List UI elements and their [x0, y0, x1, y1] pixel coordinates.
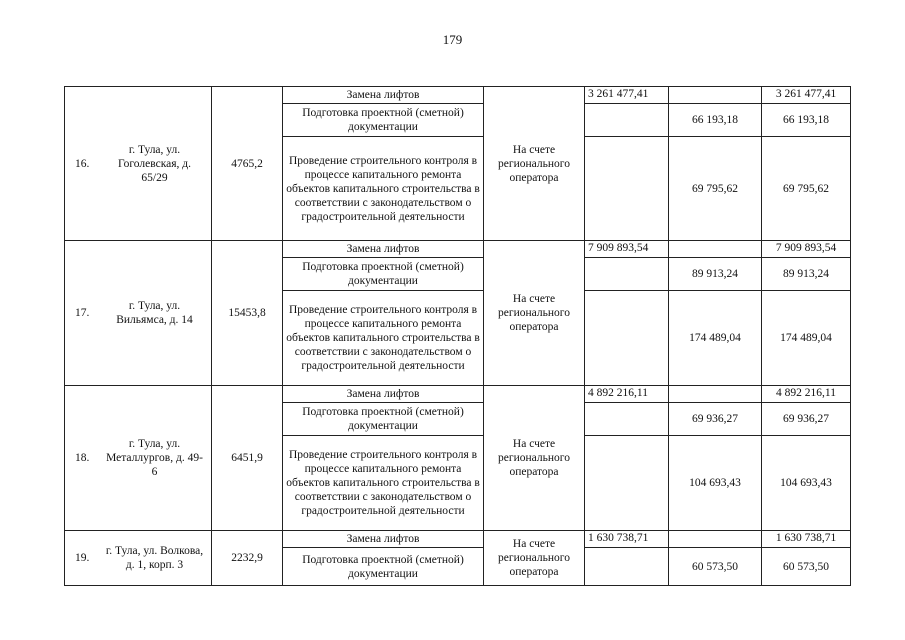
cost-value-2: 89 913,24 — [669, 258, 762, 291]
cost-value-1 — [585, 403, 669, 436]
house-address: г. Тула, ул. Гоголевская, д. 65/29 — [117, 143, 191, 184]
house-address: г. Тула, ул. Волкова, д. 1, корп. 3 — [105, 545, 204, 571]
cost-value-1: 7 909 893,54 — [585, 241, 669, 258]
work-name: Замена лифтов — [283, 87, 484, 104]
work-name: Подготовка проектной (сметной) документации — [283, 548, 484, 586]
cost-value-1 — [585, 548, 669, 586]
house-area: 2232,9 — [212, 531, 283, 586]
cost-total: 1 630 738,71 — [762, 531, 851, 548]
work-name: Проведение строительного контроля в процессе капитального ремонта объектов капитального строительства в соответствии с законодательством о градостроительной деятельности — [283, 137, 484, 241]
table-row — [65, 531, 851, 548]
cost-value-2 — [669, 87, 762, 104]
house-address: г. Тула, ул. Вильямса, д. 14 — [116, 300, 193, 326]
funding-account: На счете регионального оператора — [484, 531, 585, 586]
cost-value-2 — [669, 241, 762, 258]
work-name: Замена лифтов — [283, 241, 484, 258]
cost-value-2 — [669, 386, 762, 403]
house-cell — [65, 87, 212, 241]
funding-account: На счете регионального оператора — [484, 386, 585, 531]
cost-total: 3 261 477,41 — [762, 87, 851, 104]
house-area: 6451,9 — [212, 386, 283, 531]
cost-total: 4 892 216,11 — [762, 386, 851, 403]
house-address: г. Тула, ул. Металлургов, д. 49-6 — [106, 438, 203, 478]
cost-value-1: 4 892 216,11 — [585, 386, 669, 403]
house-cell — [65, 241, 212, 386]
house-cell — [65, 386, 212, 531]
house-area: 15453,8 — [212, 241, 283, 386]
work-name: Проведение строительного контроля в процессе капитального ремонта объектов капитального строительства в соответствии с законодательством о градостроительной деятельности — [283, 291, 484, 386]
cost-value-1 — [585, 104, 669, 137]
repair-schedule-table — [64, 86, 851, 586]
cost-value-2: 66 193,18 — [669, 104, 762, 137]
row-number: 19. — [75, 552, 90, 564]
cost-value-1 — [585, 258, 669, 291]
work-name: Замена лифтов — [283, 386, 484, 403]
funding-account: На счете регионального оператора — [484, 87, 585, 241]
house-cell — [65, 531, 212, 586]
cost-value-2: 174 489,04 — [669, 291, 762, 386]
cost-total: 69 795,62 — [762, 137, 851, 241]
cost-total: 7 909 893,54 — [762, 241, 851, 258]
row-number: 18. — [75, 452, 90, 464]
cost-total: 60 573,50 — [762, 548, 851, 586]
table-row — [65, 87, 851, 104]
cost-value-2 — [669, 531, 762, 548]
cost-total: 174 489,04 — [762, 291, 851, 386]
house-area: 4765,2 — [212, 87, 283, 241]
work-name: Подготовка проектной (сметной) документации — [283, 403, 484, 436]
cost-value-1 — [585, 137, 669, 241]
work-name: Подготовка проектной (сметной) документации — [283, 258, 484, 291]
cost-value-1: 1 630 738,71 — [585, 531, 669, 548]
cost-value-1: 3 261 477,41 — [585, 87, 669, 104]
cost-value-1 — [585, 291, 669, 386]
work-name: Замена лифтов — [283, 531, 484, 548]
table-row — [65, 386, 851, 403]
cost-total: 89 913,24 — [762, 258, 851, 291]
cost-value-2: 104 693,43 — [669, 436, 762, 531]
cost-value-2: 69 795,62 — [669, 137, 762, 241]
row-number: 17. — [75, 307, 90, 319]
cost-total: 66 193,18 — [762, 104, 851, 137]
funding-account: На счете регионального оператора — [484, 241, 585, 386]
table-body — [65, 87, 851, 586]
work-name: Подготовка проектной (сметной) документации — [283, 104, 484, 137]
cost-total: 104 693,43 — [762, 436, 851, 531]
cost-value-2: 60 573,50 — [669, 548, 762, 586]
table-row — [65, 241, 851, 258]
cost-total: 69 936,27 — [762, 403, 851, 436]
cost-value-2: 69 936,27 — [669, 403, 762, 436]
cost-value-1 — [585, 436, 669, 531]
page-number: 179 — [442, 32, 463, 47]
row-number: 16. — [75, 157, 90, 170]
work-name: Проведение строительного контроля в процессе капитального ремонта объектов капитального строительства в соответствии с законодательством о градостроительной деятельности — [283, 436, 484, 531]
